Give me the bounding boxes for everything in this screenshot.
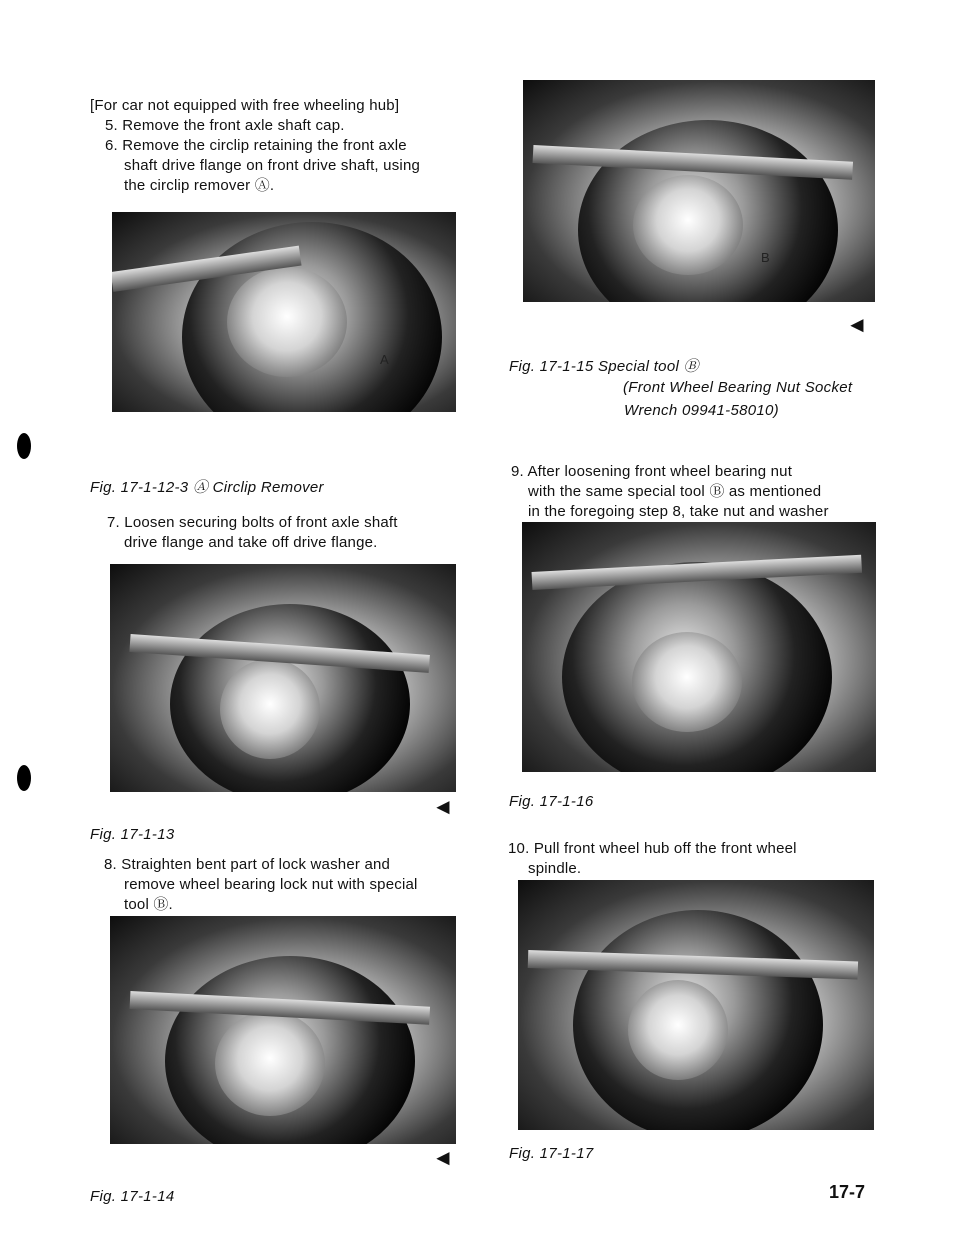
photo-lock-nut xyxy=(110,916,456,1144)
fig-17-1-16-caption: Fig. 17-1-16 xyxy=(509,793,594,810)
fig-17-1-15-caption-line-2: (Front Wheel Bearing Nut Socket xyxy=(623,379,853,396)
photo-circlip-remover xyxy=(112,212,456,412)
step-5: 5. Remove the front axle shaft cap. xyxy=(105,117,345,134)
page-number: 17-7 xyxy=(829,1182,866,1202)
step-10-line-1: 10. Pull front wheel hub off the front wheel xyxy=(508,840,797,857)
binding-hole-bottom xyxy=(17,765,31,791)
step-10-line-2: spindle. xyxy=(528,860,582,877)
label-a: A xyxy=(380,352,389,367)
fig-17-1-17-caption: Fig. 17-1-17 xyxy=(509,1145,594,1162)
fig-17-1-15-caption-line-3: Wrench 09941-58010) xyxy=(624,402,779,419)
binding-hole-top xyxy=(17,433,31,459)
wheel-hub xyxy=(220,659,320,759)
fig-17-1-13-caption: Fig. 17-1-13 xyxy=(90,826,175,843)
step-9-line-3: in the foregoing step 8, take nut and washer xyxy=(528,503,829,520)
intro-text: [For car not equipped with free wheeling hub] xyxy=(90,97,400,114)
wheel-hub xyxy=(628,980,728,1080)
step-8-line-3: tool Ⓑ. xyxy=(124,896,173,913)
arrow-marker-icon: ◄ xyxy=(432,1145,454,1170)
fig-17-1-15-caption-line-1: Fig. 17-1-15 Special tool Ⓑ xyxy=(509,358,699,375)
wheel-hub xyxy=(633,175,743,275)
step-7-line-1: 7. Loosen securing bolts of front axle shaft xyxy=(107,514,398,531)
label-b: B xyxy=(761,250,770,265)
photo-drive-flange xyxy=(110,564,456,792)
photo-special-tool-b xyxy=(523,80,875,302)
fig-17-1-12-3-caption: Fig. 17-1-12-3 Ⓐ Circlip Remover xyxy=(90,479,324,496)
photo-hub-removed xyxy=(518,880,874,1130)
step-6-line-2: shaft drive flange on front drive shaft, using xyxy=(124,157,421,174)
step-8-line-2: remove wheel bearing lock nut with special xyxy=(124,876,418,893)
fig-17-1-14-caption: Fig. 17-1-14 xyxy=(90,1188,175,1205)
wheel-hub xyxy=(215,1011,325,1116)
step-6-line-1: 6. Remove the circlip retaining the front axle xyxy=(105,137,407,154)
photo-nut-washer-removed xyxy=(522,522,876,772)
step-9-line-1: 9. After loosening front wheel bearing nut xyxy=(511,463,793,480)
arrow-marker-icon: ◄ xyxy=(846,312,868,337)
step-6-line-3: the circlip remover Ⓐ. xyxy=(124,177,275,194)
arrow-marker-icon: ◄ xyxy=(432,794,454,819)
step-8-line-1: 8. Straighten bent part of lock washer and xyxy=(104,856,391,873)
wheel-hub xyxy=(632,632,742,732)
wheel-hub xyxy=(227,267,347,377)
step-9-line-2: with the same special tool Ⓑ as mentioned xyxy=(528,483,822,500)
step-7-line-2: drive flange and take off drive flange. xyxy=(124,534,378,551)
